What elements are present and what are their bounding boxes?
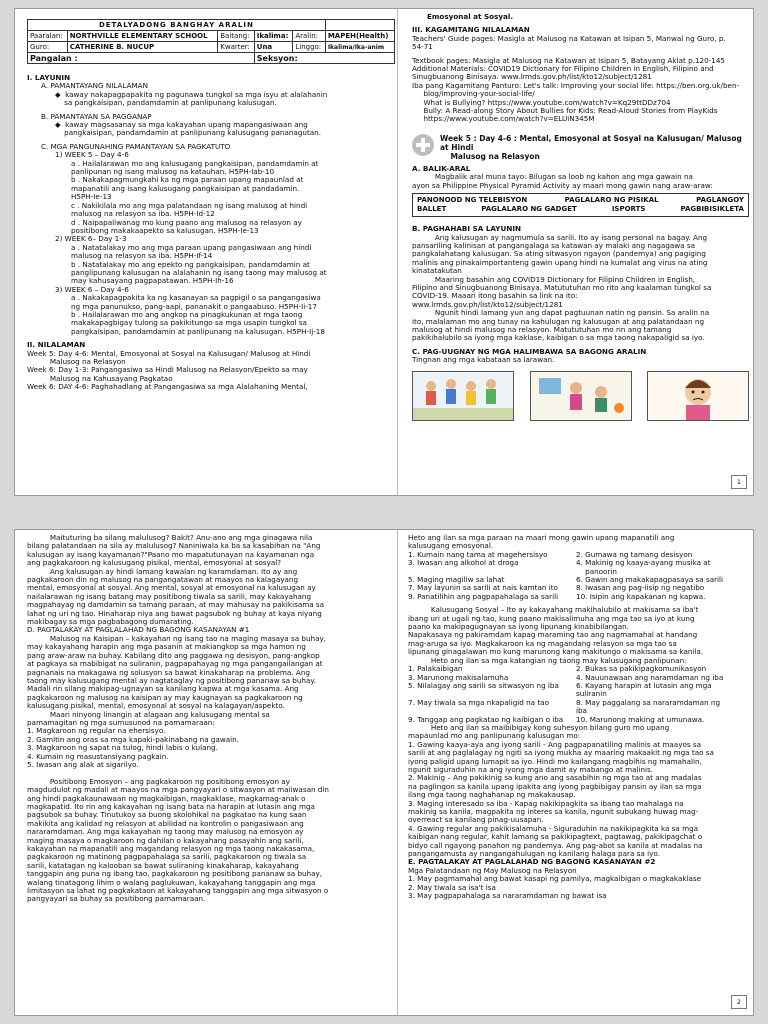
week5-heading: 1) WEEK 5 – Day 4-6 bbox=[55, 150, 129, 160]
aralin-label: Aralin: bbox=[293, 31, 325, 42]
list-item: 6. Kayang harapin at lutasin ang mga suliranin bbox=[576, 680, 712, 699]
paaralan-value: NORTHVILLE ELEMENTARY SCHOOL bbox=[67, 31, 218, 42]
week6-day4-objectives: a . Nakakapagpakita ka ng kasanayan sa pagpigil o sa pangangasiwa ng mga panunukso, pang-aapi, pananakit o pangaabuso. H5PH-Ii-17 b . Hailalarawan mo ang angkop na pinagkukunan at mga taong makakapagbigay tulong sa pakikitungo sa mga usapin tungkol sa pangkaisipan, pandamdamin at panlipunang na kalusugan. H5PH-Ij-18 bbox=[71, 293, 325, 336]
balik-aral-heading: A. BALIK-ARAL bbox=[412, 163, 471, 173]
activity-item[interactable]: PAGLANGOY bbox=[696, 196, 744, 205]
kwarter-value: Una bbox=[254, 42, 293, 53]
physical-activity-box bbox=[412, 193, 749, 217]
list-item: 8. May paggalang sa nararamdaman ng iba bbox=[576, 697, 721, 716]
list-item: 1. Kumain nang tama at magehersisyo bbox=[408, 549, 548, 559]
week5-objectives: a . Hailalarawan mo ang kalusugang pangkaisipan, pandamdamin at panlipunan ng isang malusog na katauhan. H5PH-Iab-10 b . Nakakapagmungkahi ka ng mga paraan upang mapaunlad at mapanatili ang isang kalusugang pangkaisipan at pandadamin. H5PH-Ie-13 c . Nakikilala mo ang mga palatandaan ng isang malusog at hindi malusog na relasyon sa iba. H5PH-Id-12 d . Naipapaliwanag mo kung paano ang malusog na relasyon ay positibong makakaapekto sa kalusugan. H5PH-Ie-13 bbox=[71, 158, 319, 235]
emosyonal-intro: Heto ang ilan sa mga paraan na maari mong gawin upang mapanatili ang kalusugang emosyonal. bbox=[408, 533, 675, 551]
list-item: 6. Gawin ang makakapagpasaya sa sarili bbox=[576, 575, 724, 585]
baitang-value: Ikalima: bbox=[254, 31, 293, 42]
activity-item[interactable]: BALLET bbox=[417, 205, 447, 214]
page-number: 2 bbox=[731, 995, 747, 1009]
activity-item[interactable]: PAGBIBISIKLETA bbox=[680, 205, 744, 214]
week6-day4-heading: 3) WEEK 6 – Day 4-6 bbox=[55, 284, 129, 294]
list-item: 2. Bukas sa pakikipagkomunikasyon bbox=[576, 664, 707, 674]
list-item: 8. Iwasan ang pag-iisip ng negatibo bbox=[576, 583, 705, 593]
list-item: 3. Iwasan ang alkohol at droga bbox=[408, 558, 519, 568]
pangalan-label: Pangalan : bbox=[28, 53, 255, 64]
activity-item[interactable]: PAGLALARO NG GADGET bbox=[481, 205, 577, 214]
pag-uugnay-text: Tingnan ang mga kabataan sa larawan. bbox=[412, 355, 555, 365]
baitang-label: Baitang: bbox=[218, 31, 255, 42]
paghahabi-text: Ang kalusugan ay nagmumula sa sarili. Ito ay isang personal na bagay. Ang pansariling kalinisan at pangangalaga sa katawan ay malaki ang nagagawa sa pangkalahatang kalusugan. Sa ating sitwasyon ngayon (pandemya) ang pagiging malinis ang pinakaimportanteng gawin upang hindi na kumalat ang virus na ating kinatatakutan Maaring basahin ang COVID19 Dictionary for Filipino Children in English, Filipino and Sinugbuanong Binisaya. Matututuhan mo rito ang kaalaman tungkol sa COVID-19. Maaari itong basahin sa link na ito: www.lrmds.gov.ph/list/kto12/subject/1281 Ngunit hindi lamang yun ang dapat pagtuunan natin ng pansin. Sa aralin na ito, malalaman mo ang tunay na kahulugan ng kalusugan at ang palatandaan ng malusog at hindi malusog na relasyon. Matututuhan mo rin ang tamang pakikihalubilo sa iyong mga kaklase, kaibigan o sa mga taong nakapaligid sa iyo. bbox=[412, 232, 712, 343]
balik-aral-text: Magbalik aral muna tayo: Bilugan sa loob ng kahon ang mga gawain na ayon sa Philippine Physical Pyramid Activity ay maari mong gawin nang araw-araw: bbox=[412, 172, 713, 190]
emotional-tips-list bbox=[408, 551, 749, 601]
paaralan-label: Paaralan: bbox=[28, 31, 68, 42]
paghahabi-heading: B. PAGHAHABI SA LAYUNIN bbox=[412, 224, 522, 234]
pamantayan-pagganap-text: ◆ kaway magsasanay sa mga kakayahan upang mapangasiwaan ang pangkaisipan, pandamdamin at panlipunang kalusugang pananagutan. bbox=[55, 120, 322, 138]
pamantayan-pagkatuto-heading: C. MGA PANGUNAHING PAMANTAYAN SA PAGKATUTO bbox=[41, 141, 231, 151]
list-item: 10. Marunong making at umunawa. bbox=[576, 714, 705, 724]
lesson-plan-title: DETALYADONG BANGHAY ARALIN bbox=[28, 20, 326, 31]
children-illustrations bbox=[412, 371, 749, 421]
week6-day1-objectives: a . Natatalakay mo ang mga paraan upang pangasiwaan ang hindi malusog na relasyon sa iba. H5PH-If-14 b . Natatalakay mo ang epekto ng pangkaisipan, pandamdamin at panglipunang kalusugan na alalahanin ng isang taong may malusog at may kahusayang pagpapatawan. H5PH-Ih-16 bbox=[71, 242, 327, 286]
children-playing-image bbox=[412, 371, 514, 421]
nilalaman-continued: Emosyonal at Sosyal. bbox=[412, 12, 514, 21]
list-item: 2. Gumawa ng tamang desisyon bbox=[576, 549, 693, 559]
list-item: 1. Palakaibigan bbox=[408, 664, 463, 674]
mungkahi-text: Heto ang ilan sa maibibigay kong suhesyon bilang guro mo upang mapaunlad mo ang panlipunang kalusugan mo: 1. Gawing kaaya-aya ang iyong sarili - Ang pagpapanatiling malinis at maayos sa sarili at ang paglalagay ng ngiti sa iyong mukha ay maaring makaakit ng mga tao sa iyong paligid upang lumapit sa iyo. Hindi mo kailangang magbihis ng mamahalin, ngunit siguraduhin na ang iyong mga damit ay mabango at malinis. 2. Makinig – Ang pakikinig sa kung ano ang sasabihin ng mga tao at ang madalas na paglingon sa kanila upang ipakita ang iyong pagbibigay pansin ay ilan sa mga ilang mga taong naghahanap ng makakausap. 3. Maging interesado sa iba - Kapag nakikipagkita sa ibang tao mahalaga na makinig sa kanila, magpakita ng interes sa kanila, ngunit subukang huwag mag- overreact sa kanilang pinag-uusapan. 4. Gawing regular ang pakikisalamuha - Siguraduhin na nakikipagkita ka sa mga kaibigan nang regular, kahit lamang sa pakikipagtext, pagtawag, pakikipagchat o bidyo call ngayong panahon ng pandemya. Ang pag-abot sa kanila at madalas na pangangamusta ay nangangahulugan ng kanilang halaga para sa iyo. bbox=[408, 722, 714, 859]
linggo-label: Linggo: bbox=[293, 42, 325, 53]
sad-child-image bbox=[647, 371, 749, 421]
activity-item[interactable]: ISPORTS bbox=[611, 205, 646, 214]
children-sports-image bbox=[530, 371, 632, 421]
nilalaman-heading: II. NILALAMAN bbox=[27, 340, 86, 350]
list-item: 9. Tanggap ang pagkatao ng kaibigan o iba bbox=[408, 714, 564, 724]
malusog-kaisipan-section: Maituturing ba silang malulusog? Bakit? Anu-ano ang mga ginagawa nila bilang palatandaan na sila ay malulusog? Naniniwala ka ba sa kasabihan na "Ang kalusugan ay isang kayamanan?"Paano mo mapatutunayan na kayamanan nga ang pagkakaroon ng kalusugang pisikal, mental, emosyonal at sosyal? Ang kalusugan ay hindi lamang kawalan ng karamdaman. Ito ay ang pagkakaroon din ng malusog na pangangatawan at maayos na kalagayang mental, emosyonal at sosyal. Ang mental, sosyal at emosyonal na kalusugan ay nailalarawan ng isang batang may positibong tiwala sa sarili, may kakayahang magpahayag ng damdamin sa tamang paraan, at may mahusay na pakikisama sa lahat ng uri ng tao. Hinaharap niya ang bawat pagsubok ng buhay at kaya niyang makibagay sa mga pagbabagong dumarating. D. PAGTALAKAY AT PAGLALAHAD NG BAGONG KASANAYAN #1 Malusog na Kaisipan – kakayahan ng isang tao na maging masaya sa buhay, may kakayahang harapin ang mga pasanin at makiangkop sa mga hamon ng pang araw-araw na buhay. Kabilang dito ang paggawa ng desisyon, pang-angkop at pagkaya sa mabibigat na suliranin, pagpapahayag ng mga pangangailangan at pagnanais na makagawa ng solusyon sa bawat kinakaharap na problema. Ang taong may kalusugang mental ay nagtataglay ng positibong pananaw sa buhay. Madali rin silang makipag-ugnayan sa kanilang kapwa at mga kasama. Ang pagkakaroon ng malusog na kaisipan ay may kaugnayan sa pagkakaroon ng kalusugang pisikal, mental, emosyonal at sosyal na kalagayan/aspekto. Maari ninyong linangin at alagaan ang kalusugang mental sa pamamagitan ng mga sumusunod na pamamaraan: 1. Magkaroon ng regular na ehersisyo. 2. Gamitin ang oras sa mga kapaki-pakinabang na gawain. 3. Magkaroon ng sapat na tulog, hindi labis o kulang. 4. Kumain ng masustansiyang pagkain. 5. Iwasan ang alak at sigarilyo. Positibong Emosyon – ang pagkakaroon ng positibong emosyon ay magdudulot ng madali at maayos na mga pangyayari o sitwasyon at maiiwasan din ang hindi pagkakaunawaan ng magkaibigan, magkaklase, magkamag-anak o magkapatid. Ito rin ang kakayahan ng isang bata na harapin at lutasin ang mga pagsubok sa buhay. Tinutukoy sa buong skolohikal na pagkatao na kung saan makikita ang kalidad ng relasyon at abilidad na kontrolin o pangasiwaan ang nararamdaman. Ang mga kakayahan ng taong may malusog na emosyon ay maging masaya o magkaroon ng dahilan o kakayahang pasayahin ang sarili, kakayahan na mapanatili ang magandang relasyon ng mga taong nakakasama, pagkakaroon ng matinong pagpapahalaga sa sarili, pagkakaroon ng tiwala sa sarili, katatagan ng kalooban sa bawat suliraning kinakaharap, kakayahang tanggapin ang puna ng ibang tao, pagkakaroon ng positibong pananaw sa buhay, walang tinatagong lihim o walang paglukuwan, kakayahang tanggapin ang mga limitasyon sa lahat ng pagkakataon at kakayahang tanggapin ang mga sitwasyon o pangyayari sa buhay sa positibong pamamaraan. bbox=[27, 533, 329, 904]
list-item: 5. Maging magiliw sa lahat bbox=[408, 575, 505, 585]
list-item: 3. Marunong makisalamuha bbox=[408, 672, 509, 682]
nilalaman-text: Week 5: Day 4-6: Mental, Emosyonal at Sosyal na Kalusugan/ Malusog at Hindi Malusog na Relasyon Week 6: Day 1-3: Pangangasiwa sa Hindi Malusog na Relasyon/Epekto sa may Malusog na Kahusayang Pagkatao Week 6: DAY 4-6: Paghahadlang at Pangangasiwa sa mga Alalahaning Mental, bbox=[27, 348, 311, 392]
aralin-value: MAPEH(Health) bbox=[325, 31, 394, 42]
page2-left-column bbox=[27, 530, 395, 1015]
pagtalakay-2-heading: E. PAGTALAKAY AT PAGLALAHAD NG BAGONG KASANAYAN #2 bbox=[408, 857, 656, 867]
lesson-header-table bbox=[27, 19, 395, 64]
teachers-guide-pages: Teachers' Guide pages: Masigla at Malusog na Katawan at Isipan 5, Manwal ng Guro, p. 54-71 bbox=[412, 33, 726, 52]
malusog-relasyon-list: 1. May pagmamahal ang bawat kasapi ng pamilya, magkaibigan o magkakaklase 2. May tiwala sa isa't isa 3. May pagpapahalaga sa nararamdaman ng bawat isa bbox=[408, 874, 702, 901]
document-page-1 bbox=[14, 8, 754, 496]
kwarter-label: Kwarter: bbox=[218, 42, 255, 53]
guro-value: CATHERINE B. NUCUP bbox=[67, 42, 218, 53]
page1-left-column bbox=[27, 9, 395, 495]
pamantayang-nilalaman-text: ◆ kaway nakapagpapakita ng pagunawa tungkol sa mga isyu at alalahanin sa pangkaisipan, pandamdamin at panlipunang kalusugan. bbox=[55, 89, 328, 108]
layunin-heading: I. LAYUNIN bbox=[27, 73, 71, 82]
seksyon-label: Seksyon: bbox=[254, 53, 394, 64]
list-item: 5. Nilalagay ang sarili sa sitwasyon ng iba bbox=[408, 680, 559, 690]
title-spacer bbox=[325, 20, 394, 31]
page2-right-column bbox=[397, 530, 749, 1015]
health-cross-icon bbox=[412, 134, 434, 156]
week5-banner bbox=[412, 134, 749, 161]
pagtalakay-2-subheading: Mga Palatandaan ng May Malusog na Relasyon bbox=[408, 865, 577, 875]
list-item: 9. Panatilihin ang pagpapahalaga sa sarili bbox=[408, 591, 559, 601]
list-item: 10. Isipin ang kapakanan ng kapwa. bbox=[576, 591, 706, 601]
page1-right-column bbox=[397, 9, 749, 495]
pamantayang-nilalaman-heading: A. PAMANTAYANG NILALAMAN bbox=[41, 81, 148, 91]
pag-uugnay-heading: C. PAG-UUGNAY NG MGA HALIMBAWA SA BAGONG ARALIN bbox=[412, 346, 647, 356]
list-item: 4. Makinig ng kaaya-ayang musika at panoorin bbox=[576, 558, 711, 576]
list-item: 7. May tiwala sa mga nkapaligid na tao bbox=[408, 697, 549, 707]
activity-item[interactable]: PANONOOD NG TELEBISYON bbox=[417, 196, 528, 205]
list-item: 7. May layunin sa sarili at nais kamtan ito bbox=[408, 583, 558, 593]
document-page-2 bbox=[14, 529, 754, 1016]
page-number: 1 bbox=[731, 475, 747, 489]
week5-banner-text: Week 5 : Day 4-6 : Mental, Emosyonal at Sosyal na Kalusugan/ Malusog at Hindi Malusog na Relasyon bbox=[440, 133, 742, 161]
week6-day1-heading: 2) WEEK 6– Day 1-3 bbox=[55, 234, 127, 244]
linggo-value: Ikalima/Ika-anim bbox=[325, 42, 394, 53]
guro-label: Guro: bbox=[28, 42, 68, 53]
social-traits-list bbox=[408, 665, 749, 724]
activity-item[interactable]: PAGLALARO NG PISIKAL bbox=[564, 196, 659, 205]
kagamitan-heading: III. KAGAMITANG NILALAMAN bbox=[412, 25, 530, 35]
textbook-and-materials: Textbook pages: Masigla at Malusog na Katawan at Isipan 5, Batayang Aklat p.120-145 Additional Materials: COVID19 Dictionary for Filipino Children in English, Filipino and Sinugbuanong Binisaya. www.lrmds.gov.ph/list/kto12/subject/1281 Iba pang Kagamitang Panturo: Let's talk: Improving your social life: https://ben.org.uk/ben- blog/improving-your-social-life/ What is Bullying? https://www.youtube.com/watch?v=Kq29ttDDz704 Bully: A Read-along Story About Bullies for Kids: Read-Aloud Stories from PlayKids https://www.youtube.com/watch?v=ELUiN345M bbox=[412, 55, 740, 124]
kalusugang-sosyal-text: Kalusugang Sosyal – Ito ay kakayahang makihalubilo at makisama sa iba't ibang uri at ugali ng tao, kung paano makisalimuha ang mga tao sa iyo at kung paano ka makipagugnayan sa iyong lipunang kinabibilangan. Napakasaya ng pakiramdam kapag maraming tao ang nagmamahal at handang mag-aruga sa iyo. Magkakaroon ka ng magandang relasyon sa mga tao sa lipunang ginagalawan mo kung marunong kang makitungo o makisama sa kanila. Heto ang ilan sa mga katangian ng taong may kalusugang panlipunan: bbox=[408, 605, 704, 665]
pamantayan-pagganap-heading: B. PAMANTAYAN SA PAGGANAP bbox=[41, 111, 152, 121]
list-item: 4. Nauunawaan ang naramdaman ng iba bbox=[576, 672, 724, 682]
